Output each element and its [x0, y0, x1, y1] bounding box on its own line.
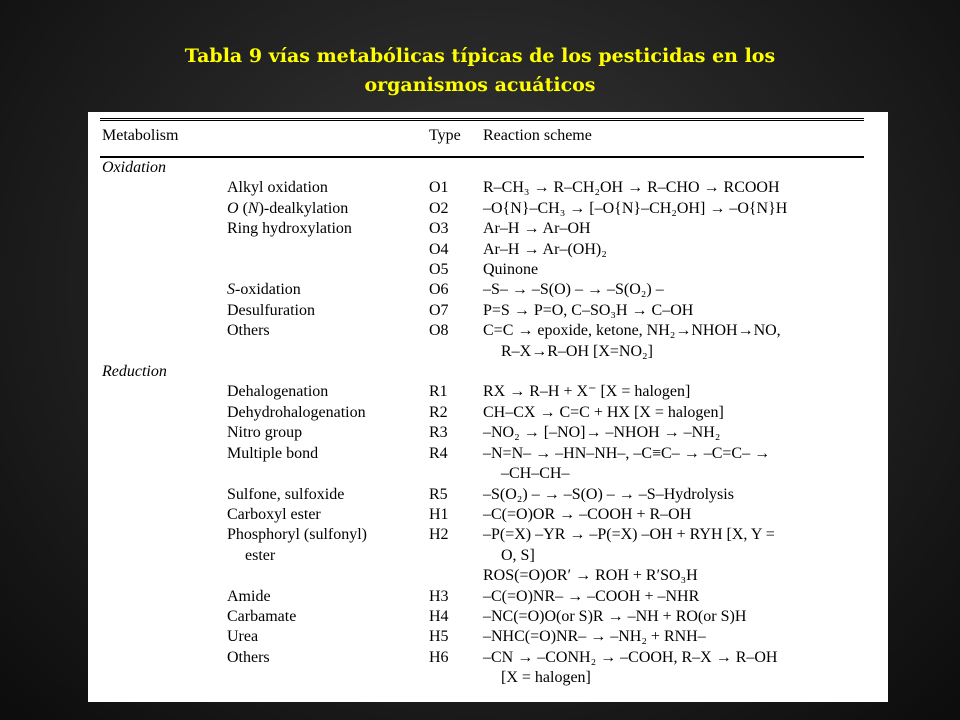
cell-reaction-scheme: –N=N– → –HN–NH–, –C≡C– → –C=C– →: [483, 444, 771, 462]
cell-metabolism: Phosphoryl (sulfonyl): [227, 526, 367, 544]
top-rule-double: [100, 120, 864, 121]
indent-cell: [102, 587, 227, 607]
table-row: [102, 240, 883, 260]
table-row: [102, 260, 883, 280]
cell-reaction-scheme: O, S]: [501, 546, 535, 564]
indent-cell: [102, 301, 227, 321]
table-row: [102, 648, 883, 668]
cell-reaction-scheme: Quinone: [483, 261, 539, 279]
cell-type: H4: [429, 607, 449, 625]
slide-title: [0, 42, 960, 100]
cell-reaction-scheme: C=C → epoxide, ketone, NH₂→NHOH→NO,: [483, 322, 781, 340]
header-reaction-scheme: Reaction scheme: [483, 127, 592, 144]
oxidation-section: [102, 158, 883, 362]
cell-reaction-scheme: Ar–H → Ar–(OH)₂: [483, 240, 607, 258]
cell-metabolism: [227, 342, 429, 362]
table-row: [102, 321, 883, 341]
cell-metabolism: Carboxyl ester: [227, 505, 321, 523]
indent-cell: [102, 444, 227, 464]
cell-metabolism: [227, 668, 429, 688]
cell-reaction-scheme: –S– → –S(O) – → –S(O₂) –: [483, 281, 664, 299]
indent-cell: [102, 321, 227, 341]
indent-cell: [102, 607, 227, 627]
cell-metabolism: [227, 240, 429, 260]
indent-cell: [102, 648, 227, 668]
cell-metabolism: Ring hydroxylation: [227, 220, 352, 238]
cell-metabolism: Alkyl oxidation: [227, 179, 328, 197]
cell-metabolism: Multiple bond: [227, 444, 319, 462]
cell-type: H2: [429, 526, 449, 544]
cell-type: O1: [429, 179, 449, 197]
cell-type: H3: [429, 587, 449, 605]
indent-cell: [102, 382, 227, 402]
indent-cell: [102, 668, 227, 688]
cell-reaction-scheme: RX → R–H + X⁻ [X = halogen]: [483, 383, 691, 401]
table-row: [102, 627, 883, 647]
table-row: [102, 444, 883, 464]
section-row: [102, 362, 883, 382]
header-metabolism: Metabolism: [102, 127, 179, 144]
cell-reaction-scheme: –P(=X) –YR → –P(=X) –OH + RYH [X, Y =: [483, 526, 775, 544]
table-header-row: [102, 126, 883, 158]
indent-cell: [102, 485, 227, 505]
table-row: [102, 178, 883, 198]
reduction-section: [102, 362, 883, 689]
cell-type: [429, 668, 483, 688]
table-row: [102, 587, 883, 607]
table-row: [102, 423, 883, 443]
indent-cell: [102, 525, 227, 545]
cell-type: O5: [429, 261, 449, 279]
cell-type: R1: [429, 383, 448, 401]
cell-reaction-scheme: –C(=O)NR– → –COOH + –NHR: [483, 587, 700, 605]
cell-metabolism: S-oxidation: [227, 281, 301, 299]
cell-metabolism: O (N)-dealkylation: [227, 199, 349, 217]
table-row: [102, 219, 883, 239]
cell-metabolism: [227, 464, 429, 484]
indent-cell: [102, 342, 227, 362]
table-row: [102, 301, 883, 321]
indent-cell: [102, 546, 227, 566]
cell-metabolism: Urea: [227, 628, 259, 646]
cell-type: O7: [429, 301, 449, 319]
table-row: [102, 280, 883, 300]
table-image-panel: [88, 112, 888, 702]
section-reduction: Reduction: [102, 363, 167, 381]
table-row: [102, 566, 883, 586]
cell-type: O6: [429, 281, 449, 299]
cell-type: O3: [429, 220, 449, 238]
cell-reaction-scheme: P=S → P=O, C–SO₃H → C–OH: [483, 301, 694, 319]
cell-metabolism: Carbamate: [227, 607, 297, 625]
table-row: [102, 668, 883, 688]
top-rule: [100, 118, 864, 119]
cell-reaction-scheme: –NHC(=O)NR– → –NH₂ + RNH–: [483, 628, 706, 646]
cell-type: [429, 546, 483, 566]
indent-cell: [102, 464, 227, 484]
table-row: [102, 546, 883, 566]
table-row: [102, 485, 883, 505]
cell-reaction-scheme: CH–CX → C=C + HX [X = halogen]: [483, 403, 724, 421]
header-type: Type: [429, 127, 461, 144]
cell-type: R2: [429, 403, 448, 421]
section-row: [102, 158, 883, 178]
cell-reaction-scheme: –O{N}–CH₃ → [–O{N}–CH₂OH] → –O{N}H: [483, 199, 788, 217]
cell-type: R5: [429, 485, 448, 503]
indent-cell: [102, 403, 227, 423]
cell-metabolism: Desulfuration: [227, 301, 315, 319]
cell-reaction-scheme: –NC(=O)O(or S)R → –NH + RO(or S)H: [483, 607, 747, 625]
indent-cell: [102, 199, 227, 219]
table-row: [102, 199, 883, 219]
cell-reaction-scheme: ROS(=O)OR′ → ROH + R′SO₃H: [483, 567, 698, 585]
cell-metabolism: [227, 260, 429, 280]
cell-type: O8: [429, 322, 449, 340]
indent-cell: [102, 280, 227, 300]
section-oxidation: Oxidation: [102, 159, 166, 176]
table-row: [102, 342, 883, 362]
cell-type: H5: [429, 628, 449, 646]
cell-type: R4: [429, 444, 448, 462]
cell-metabolism: [227, 566, 429, 586]
table-row: [102, 403, 883, 423]
table-row: [102, 607, 883, 627]
cell-reaction-scheme: –C(=O)OR → –COOH + R–OH: [483, 505, 692, 523]
metabolism-table: [102, 126, 883, 689]
cell-type: [429, 566, 483, 586]
cell-reaction-scheme: –S(O₂) – → –S(O) – → –S–Hydrolysis: [483, 485, 734, 503]
cell-reaction-scheme: –CN → –CONH₂ → –COOH, R–X → R–OH: [483, 648, 778, 666]
cell-reaction-scheme: R–X→R–OH [X=NO₂]: [501, 342, 653, 360]
indent-cell: [102, 423, 227, 443]
indent-cell: [102, 219, 227, 239]
cell-metabolism: Others: [227, 322, 270, 340]
cell-metabolism: Dehalogenation: [227, 383, 329, 401]
indent-cell: [102, 566, 227, 586]
cell-metabolism: Nitro group: [227, 424, 303, 442]
cell-type: H6: [429, 648, 449, 666]
cell-metabolism: Dehydrohalogenation: [227, 403, 366, 421]
cell-type: [429, 342, 483, 362]
table-row: [102, 525, 883, 545]
cell-reaction-scheme: –NO₂ → [–NO]→ –NHOH → –NH₂: [483, 424, 721, 442]
table-row: [102, 505, 883, 525]
table-row: [102, 382, 883, 402]
cell-metabolism: Others: [227, 648, 270, 666]
indent-cell: [102, 240, 227, 260]
cell-reaction-scheme: –CH–CH–: [501, 465, 570, 483]
cell-type: O4: [429, 240, 449, 258]
cell-type: H1: [429, 505, 449, 523]
cell-reaction-scheme: [X = halogen]: [501, 669, 591, 687]
cell-type: O2: [429, 199, 449, 217]
cell-reaction-scheme: R–CH₃ → R–CH₂OH → R–CHO → RCOOH: [483, 179, 780, 197]
slide-title-line-2: organismos acuáticos: [364, 74, 596, 96]
indent-cell: [102, 505, 227, 525]
cell-metabolism: Amide: [227, 587, 271, 605]
indent-cell: [102, 178, 227, 198]
cell-metabolism: Sulfone, sulfoxide: [227, 485, 345, 503]
cell-metabolism: ester: [245, 546, 276, 564]
slide-title-line-1: Tabla 9 vías metabólicas típicas de los pesticidas en los: [184, 45, 776, 67]
cell-type: R3: [429, 424, 448, 442]
cell-reaction-scheme: Ar–H → Ar–OH: [483, 220, 591, 238]
table-row: [102, 464, 883, 484]
indent-cell: [102, 260, 227, 280]
indent-cell: [102, 627, 227, 647]
cell-type: [429, 464, 483, 484]
